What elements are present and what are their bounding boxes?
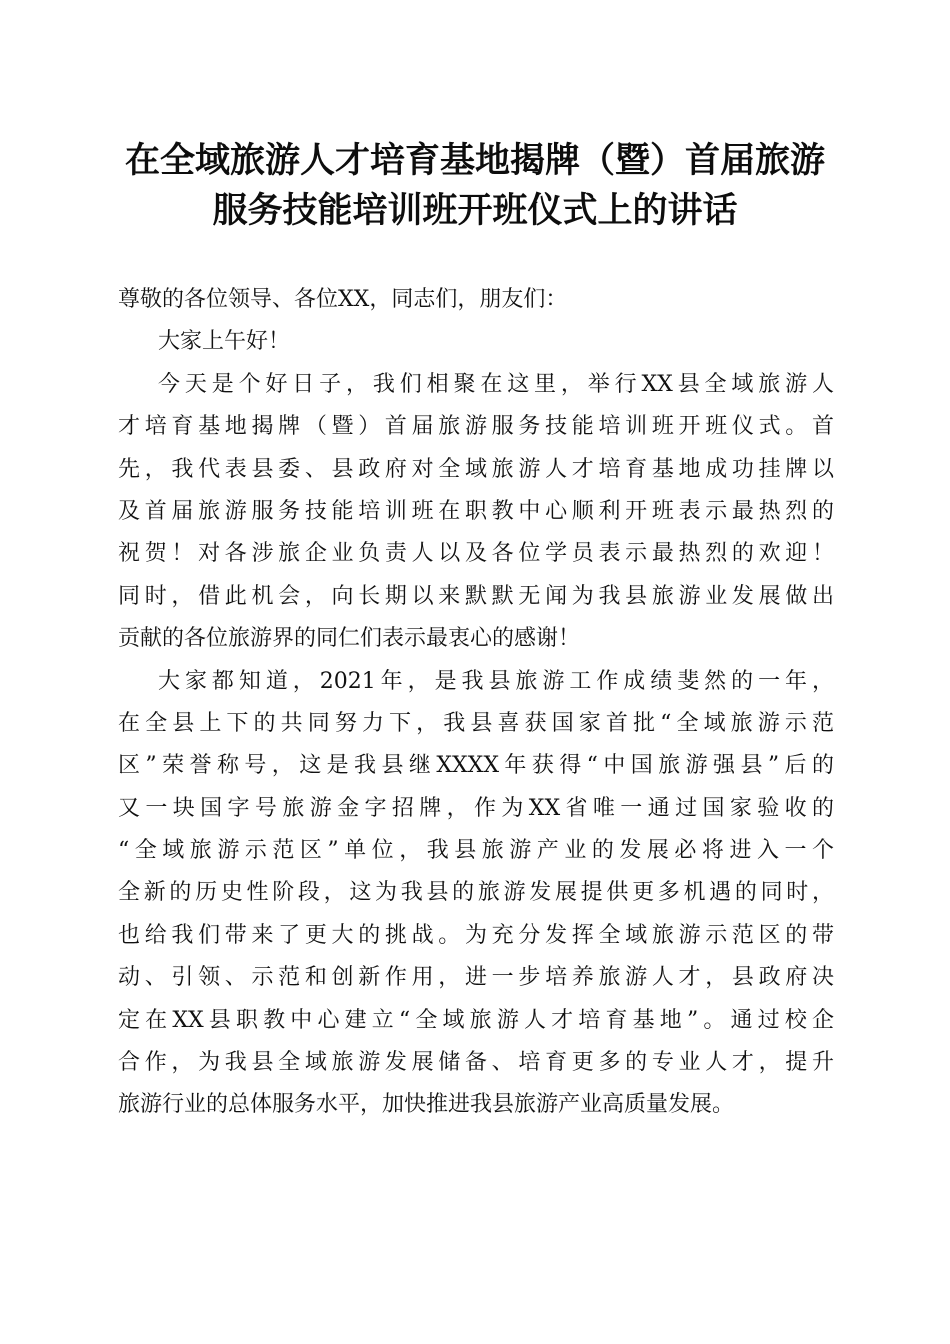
paragraph-line: 大家都知道，2021年，是我县旅游工作成绩斐然的一年， — [158, 668, 834, 694]
paragraph-2 — [118, 661, 834, 1127]
paragraph-line: 先，我代表县委、县政府对全域旅游人才培育基地成功挂牌以 — [118, 456, 834, 482]
paragraph-line: 及首届旅游服务技能培训班在职教中心顺利开班表示最热烈的 — [118, 498, 834, 524]
paragraph-line: 同时，借此机会，向长期以来默默无闻为我县旅游业发展做出 — [118, 583, 834, 609]
document-title — [100, 136, 850, 236]
paragraph-line: 旅游行业的总体服务水平，加快推进我县旅游产业高质量发展。 — [118, 1092, 735, 1118]
paragraph-1 — [118, 364, 834, 661]
paragraph-line: 今天是个好日子，我们相聚在这里，举行XX县全域旅游人 — [158, 371, 834, 397]
paragraph-line: 才培育基地揭牌（暨）首届旅游服务技能培训班开班仪式。首 — [118, 414, 834, 440]
paragraph-line: 在全县上下的共同努力下，我县喜获国家首批“全域旅游示范 — [118, 710, 834, 736]
paragraph-line: 动、引领、示范和创新作用，进一步培养旅游人才，县政府决 — [118, 965, 834, 991]
greeting: 大家上午好！ — [158, 329, 291, 355]
document-body — [118, 279, 834, 1127]
paragraph-line: 全新的历史性阶段，这为我县的旅游发展提供更多机遇的同时， — [118, 880, 834, 906]
paragraph-line: 祝贺！对各涉旅企业负责人以及各位学员表示最热烈的欢迎！ — [118, 541, 834, 567]
paragraph-line: 又一块国字号旅游金字招牌，作为XX省唯一通过国家验收的 — [118, 795, 834, 821]
paragraph-line: 也给我们带来了更大的挑战。为充分发挥全域旅游示范区的带 — [118, 922, 834, 948]
title-line-2: 服务技能培训班开班仪式上的讲话 — [212, 190, 738, 231]
paragraph-line: “全域旅游示范区”单位，我县旅游产业的发展必将进入一个 — [118, 838, 834, 864]
paragraph-line: 定在XX县职教中心建立“全域旅游人才培育基地”。通过校企 — [118, 1007, 834, 1033]
paragraph-line: 合作，为我县全域旅游发展储备、培育更多的专业人才，提升 — [118, 1050, 834, 1076]
paragraph-line: 贡献的各位旅游界的同仁们表示最衷心的感谢！ — [118, 626, 581, 652]
salutation: 尊敬的各位领导、各位XX，同志们，朋友们： — [118, 287, 568, 312]
paragraph-line: 区”荣誉称号，这是我县继XXXX年获得“中国旅游强县”后的 — [118, 753, 834, 779]
title-line-1: 在全域旅游人才培育基地揭牌（暨）首届旅游 — [124, 140, 825, 181]
